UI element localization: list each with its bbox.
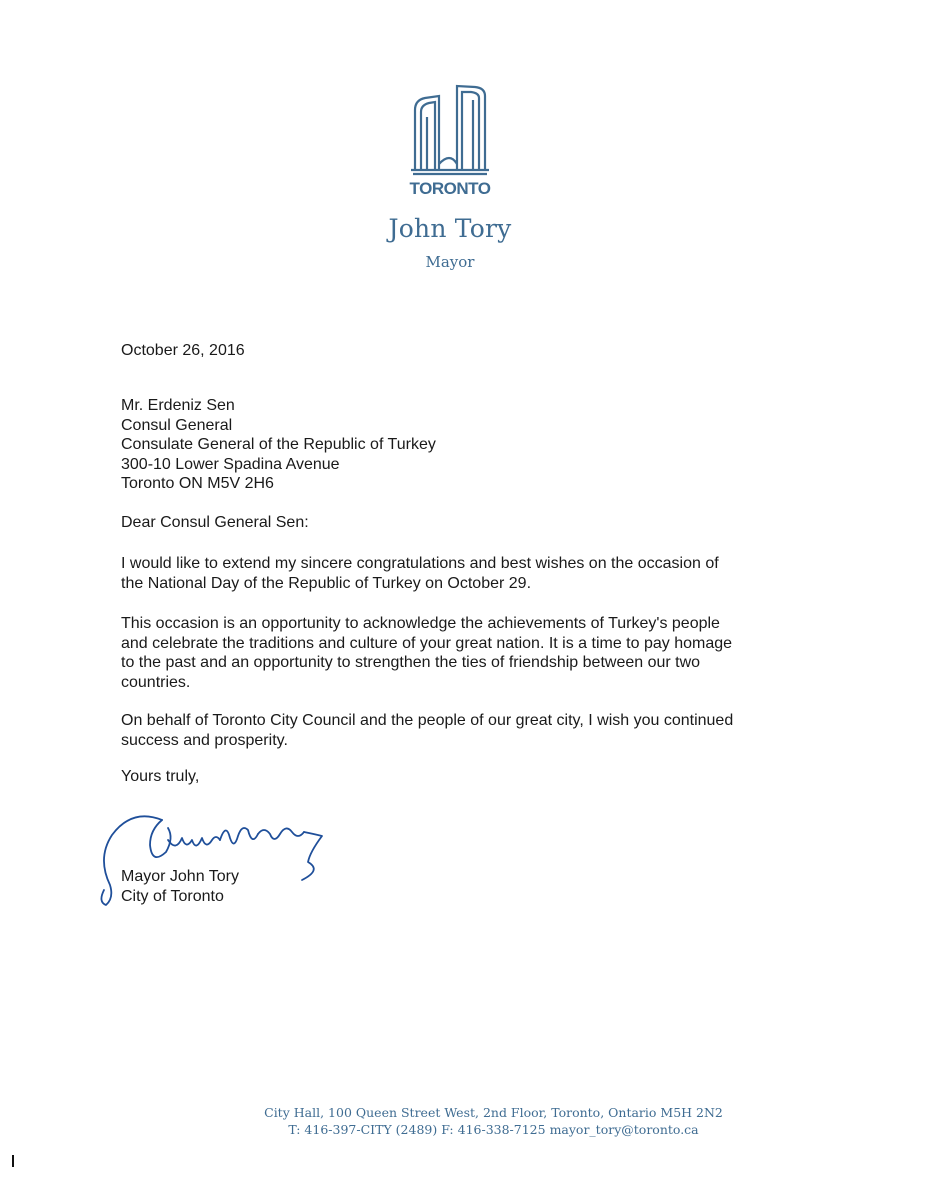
scan-edge-mark [12, 1155, 14, 1167]
signatory-line: Mayor John Tory [121, 868, 239, 885]
recipient-line: Consulate General of the Republic of Turkey [121, 436, 436, 453]
paragraph-line: to the past and an opportunity to strengthen the ties of friendship between our two [121, 654, 701, 671]
letterhead-name: John Tory [388, 214, 512, 243]
paragraph [121, 614, 821, 692]
paragraph-line: On behalf of Toronto City Council and the people of our great city, I wish you continued [121, 712, 734, 729]
paragraph-line: countries. [121, 673, 191, 691]
toronto-wordmark: TORONTO [409, 179, 491, 198]
footer-address: City Hall, 100 Queen Street West, 2nd Floor, Toronto, Ontario M5H 2N2 [264, 1105, 723, 1120]
footer-contact: T: 416-397-CITY (2489) F: 416-338-7125 mayor_tory@toronto.ca [288, 1122, 699, 1137]
paragraph-line: the National Day of the Republic of Turkey on October 29. [121, 574, 532, 592]
letter-date: October 26, 2016 [121, 342, 245, 359]
salutation: Dear Consul General Sen: [121, 514, 309, 531]
letterhead-title: Mayor [425, 253, 475, 271]
recipient-line: 300-10 Lower Spadina Avenue [121, 455, 340, 473]
recipient-line: Toronto ON M5V 2H6 [121, 475, 274, 492]
paragraph-line: I would like to extend my sincere congratulations and best wishes on the occasion of [121, 555, 719, 572]
recipient-line: Mr. Erdeniz Sen [121, 397, 235, 414]
closing: Yours truly, [121, 768, 200, 785]
recipient-line: Consul General [121, 416, 233, 434]
paragraph-line: and celebrate the traditions and culture of your great nation. It is a time to pay homage [121, 634, 733, 652]
toronto-city-hall-logo [405, 82, 495, 200]
paragraph [121, 711, 821, 750]
paragraph-line: success and prosperity. [121, 731, 288, 749]
recipient-address [121, 396, 821, 494]
signatory-block [121, 867, 821, 906]
paragraph [121, 554, 821, 593]
paragraph-line: This occasion is an opportunity to acknowledge the achievements of Turkey's people [121, 615, 720, 632]
signatory-line: City of Toronto [121, 887, 224, 905]
